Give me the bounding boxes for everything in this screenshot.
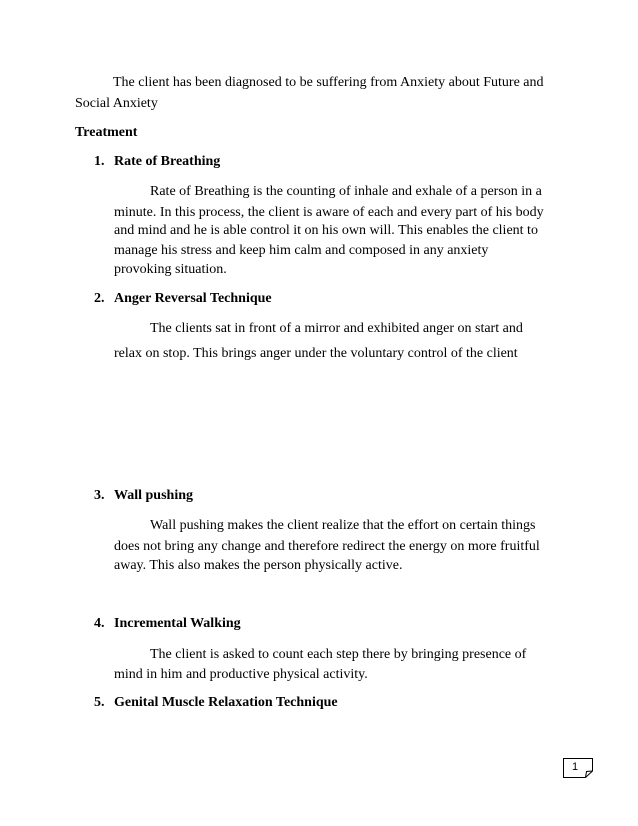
item-title: Incremental Walking [114, 616, 241, 631]
item-body-line: mind in him and productive physical activity. [114, 667, 368, 682]
item-title: Rate of Breathing [114, 154, 221, 169]
page-number-box [563, 758, 593, 778]
item-number: 4. [94, 616, 105, 631]
item-body-line: Wall pushing makes the client realize that the effort on certain things [150, 518, 536, 533]
item-body-line: manage his stress and keep him calm and composed in any anxiety [114, 243, 489, 258]
item-body-line: away. This also makes the person physically active. [114, 558, 403, 573]
item-body-line: provoking situation. [114, 262, 227, 277]
item-number: 3. [94, 488, 105, 503]
item-body-line: minute. In this process, the client is aware of each and every part of his body [114, 205, 544, 220]
section-heading: Treatment [75, 125, 138, 140]
item-body-line: Rate of Breathing is the counting of inhale and exhale of a person in a [150, 184, 542, 199]
item-title: Anger Reversal Technique [114, 291, 272, 306]
item-number: 5. [94, 695, 105, 710]
item-body-line: does not bring any change and therefore redirect the energy on more fruitful [114, 539, 540, 554]
item-title: Genital Muscle Relaxation Technique [114, 695, 338, 710]
item-body-line: and mind and he is able control it on his own will. This enables the client to [114, 223, 538, 238]
item-title: Wall pushing [114, 488, 193, 503]
item-body-line: The client is asked to count each step there by bringing presence of [150, 647, 527, 662]
intro-line-2: Social Anxiety [75, 96, 158, 111]
item-body-line: The clients sat in front of a mirror and exhibited anger on start and [150, 321, 523, 336]
intro-line-1: The client has been diagnosed to be suffering from Anxiety about Future and [113, 75, 544, 90]
page-number: 1 [572, 761, 579, 773]
item-number: 2. [94, 291, 105, 306]
item-number: 1. [94, 154, 105, 169]
item-body-line: relax on stop. This brings anger under the voluntary control of the client [114, 346, 518, 361]
